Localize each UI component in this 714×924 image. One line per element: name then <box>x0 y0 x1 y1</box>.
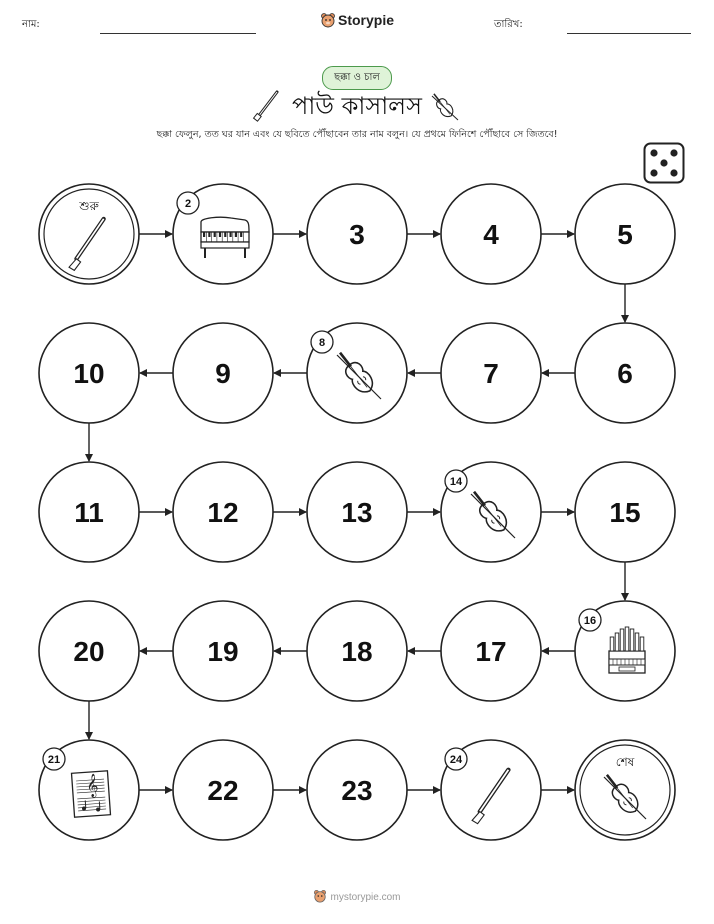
board-cell-11[interactable] <box>39 462 139 562</box>
board-cell-2[interactable] <box>173 184 273 284</box>
svg-text:24: 24 <box>449 754 463 766</box>
cell-number: 10 <box>73 358 105 389</box>
board-cell-14[interactable] <box>441 462 541 562</box>
board-cell-15[interactable] <box>575 462 675 562</box>
cell-number-badge <box>43 748 65 770</box>
cell-number: 6 <box>617 358 633 389</box>
game-type-badge: ছক্কা ও চাল <box>322 66 392 90</box>
cell-number-badge <box>177 192 199 214</box>
board-cell-23[interactable] <box>307 740 407 840</box>
board-cell-10[interactable] <box>39 323 139 423</box>
cell-number: 9 <box>215 358 231 389</box>
board-cell-7[interactable] <box>441 323 541 423</box>
board-cell-8[interactable] <box>307 323 407 423</box>
board-cell-16[interactable] <box>575 601 675 701</box>
cell-number: 11 <box>74 497 104 528</box>
svg-text:𝄞: 𝄞 <box>85 772 100 798</box>
page-title: পাউ কাসালস <box>292 92 422 120</box>
instructions: ছক্কা ফেলুন, তত ঘর যান এবং যে ছবিতে পৌঁছাবেন তার নাম বলুন। যে প্রথমে ফিনিশে পৌঁছাবে সে জিতবে! <box>156 129 558 140</box>
cell-number-badge <box>445 748 467 770</box>
cell-number: 23 <box>341 775 373 806</box>
finish-label: শেষ <box>615 755 635 769</box>
brand-name: Storypie <box>337 12 394 28</box>
board-cell-17[interactable] <box>441 601 541 701</box>
board-cell-4[interactable] <box>441 184 541 284</box>
bear-mascot-icon <box>313 889 327 903</box>
cell-number: 13 <box>341 497 373 528</box>
cell-number: 5 <box>617 219 633 250</box>
board-cell-22[interactable] <box>173 740 273 840</box>
svg-text:21: 21 <box>47 754 61 766</box>
cell-number: 4 <box>483 219 499 250</box>
svg-text:16: 16 <box>583 615 597 627</box>
board-cell-13[interactable] <box>307 462 407 562</box>
svg-text:2: 2 <box>184 198 192 210</box>
cell-number: 19 <box>207 636 239 667</box>
cell-number: 18 <box>341 636 373 667</box>
board-cell-6[interactable] <box>575 323 675 423</box>
svg-text:14: 14 <box>449 476 463 488</box>
cell-number: 12 <box>207 497 239 528</box>
sheet-music-icon <box>72 771 111 817</box>
start-label: শুরু <box>79 199 99 213</box>
board-cell-25[interactable] <box>575 740 675 840</box>
cell-number: 22 <box>207 775 239 806</box>
board-cell-9[interactable] <box>173 323 273 423</box>
board-cell-1[interactable] <box>39 184 139 284</box>
cell-number: 3 <box>349 219 365 250</box>
board-cell-12[interactable] <box>173 462 273 562</box>
board-cell-20[interactable] <box>39 601 139 701</box>
cell-number-badge <box>311 331 333 353</box>
cell-number-badge <box>579 609 601 631</box>
board-cell-18[interactable] <box>307 601 407 701</box>
footer <box>0 889 714 903</box>
footer-url: mystorypie.com <box>330 892 401 903</box>
board-cell-21[interactable] <box>39 740 139 840</box>
board-cell-19[interactable] <box>173 601 273 701</box>
cell-number: 7 <box>483 358 499 389</box>
board-cell-24[interactable] <box>441 740 541 840</box>
cell-number-badge <box>445 470 467 492</box>
board-cell-3[interactable] <box>307 184 407 284</box>
cell-number: 20 <box>73 636 105 667</box>
svg-text:8: 8 <box>318 337 326 349</box>
board-cell-5[interactable] <box>575 184 675 284</box>
cell-number: 17 <box>475 636 507 667</box>
name-label: নাম: <box>22 19 40 30</box>
date-label: তারিখ: <box>494 19 523 30</box>
cell-number: 15 <box>609 497 641 528</box>
